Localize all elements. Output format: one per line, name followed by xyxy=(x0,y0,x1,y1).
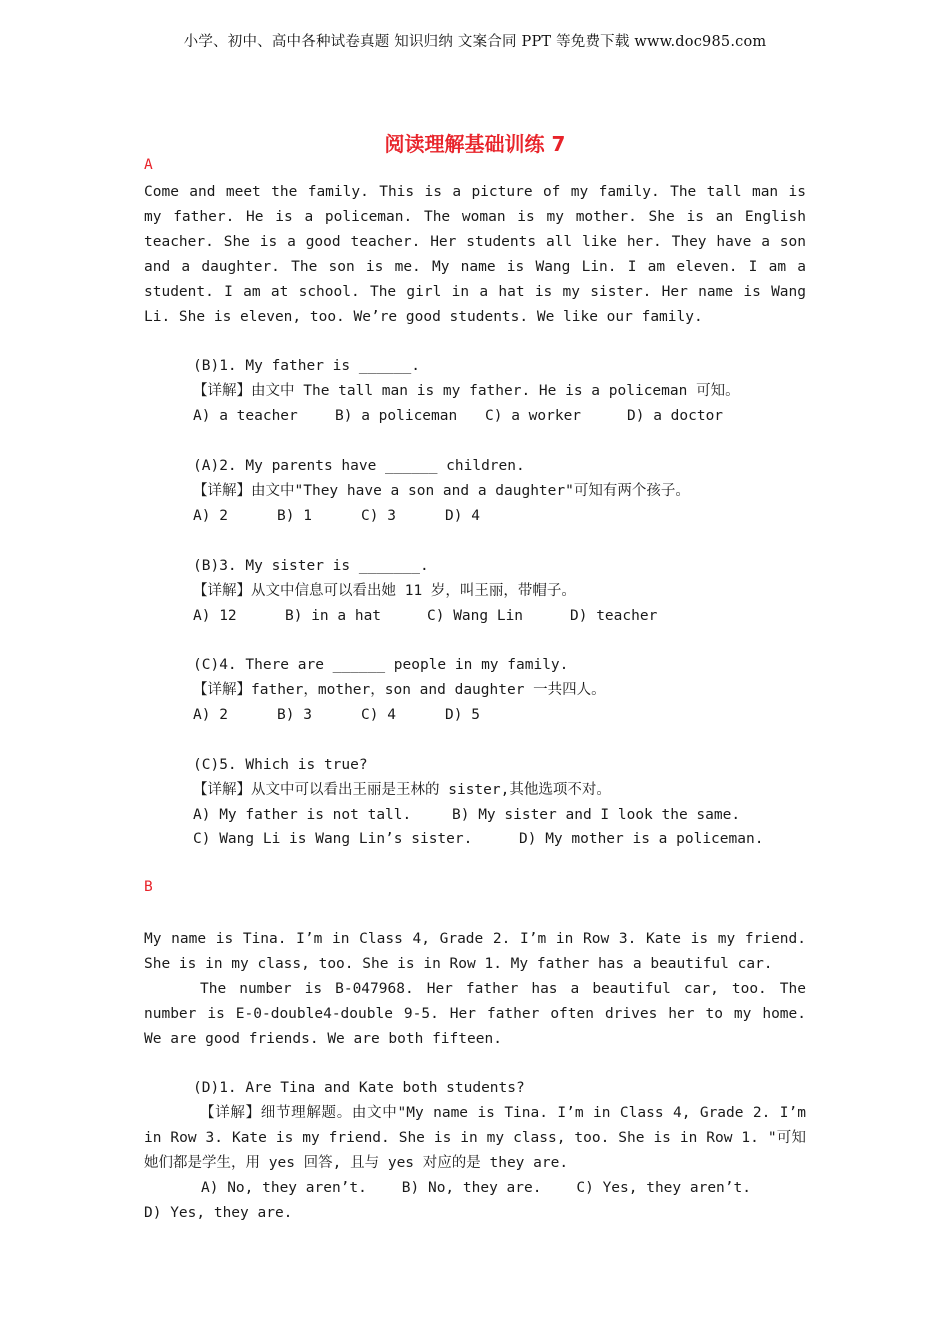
option-a3-c: C) Wang Lin xyxy=(427,608,524,624)
explanation-b1: 【详解】细节理解题。由文中"My name is Tina. I’m in Class 4, Grade 2. I’m in Row 3. Kate is my friend. She is in my class, too. She is in Row 1. "可知她们都是学生，用 yes 回答, 且与 yes 对应的是 they are. xyxy=(144,1105,806,1171)
options-b1-row2: D) Yes, they are. xyxy=(144,1205,293,1221)
explanation-a1: 【详解】由文中 The tall man is my father. He is a policeman 可知。 xyxy=(193,383,740,399)
option-a2-d: D) 4 xyxy=(445,508,480,524)
section-a-label: A xyxy=(144,157,153,173)
question-b1: (D)1. Are Tina and Kate both students? xyxy=(193,1080,525,1096)
option-a2-b: B) 1 xyxy=(277,508,312,524)
option-a2-a: A) 2 xyxy=(193,508,228,524)
option-a3-b: B) in a hat xyxy=(285,608,382,624)
option-a4-a: A) 2 xyxy=(193,707,228,723)
section-b-label: B xyxy=(144,879,153,895)
option-a5-b: B) My sister and I look the same. xyxy=(452,807,741,823)
options-a5-row1 xyxy=(193,803,740,828)
option-a1-d: D) a doctor xyxy=(627,408,724,424)
explanation-a2: 【详解】由文中"They have a son and a daughter"可知有两个孩子。 xyxy=(193,483,690,499)
section-a-passage: Come and meet the family. This is a picture of my family. The tall man is my father. He is a policeman. The woman is my mother. She is an English teacher. She is a good teacher. Her students all like her. They have a son and a daughter. The son is me. My name is Wang Lin. I am eleven. I am a student. I am at school. The girl in a hat is my sister. Her name is Wang Li. She is eleven, too. We’re good students. We like our family. xyxy=(144,184,806,325)
option-a1-b: B) a policeman xyxy=(335,408,458,424)
options-a4 xyxy=(193,703,480,728)
option-a4-d: D) 5 xyxy=(445,707,480,723)
option-a4-b: B) 3 xyxy=(277,707,312,723)
option-a3-a: A) 12 xyxy=(193,608,237,624)
option-a1-a: A) a teacher xyxy=(193,408,298,424)
explanation-a3: 【详解】从文中信息可以看出她 11 岁，叫王丽，带帽子。 xyxy=(193,583,576,599)
question-a1: (B)1. My father is ______. xyxy=(193,358,420,374)
explanation-a4: 【详解】father，mother，son and daughter 一共四人。 xyxy=(193,682,606,698)
option-a5-a: A) My father is not tall. xyxy=(193,807,412,823)
option-a3-d: D) teacher xyxy=(570,608,658,624)
option-a5-c: C) Wang Li is Wang Lin’s sister. xyxy=(193,831,473,847)
section-b-passage-1: My name is Tina. I’m in Class 4, Grade 2. I’m in Row 3. Kate is my friend. She is in my class, too. She is in Row 1. My father has a beautiful car. xyxy=(144,931,806,972)
explanation-a5: 【详解】从文中可以看出王丽是王林的 sister,其他选项不对。 xyxy=(193,782,611,798)
question-a4: (C)4. There are ______ people in my family. xyxy=(193,657,569,673)
section-b-passage-2: The number is B-047968. Her father has a beautiful car, too. The number is E-0-double4-double 9-5. Her father often drives her to my home. We are good friends. We are both fifteen. xyxy=(144,981,806,1047)
options-a2 xyxy=(193,504,480,529)
question-a5: (C)5. Which is true? xyxy=(193,757,368,773)
option-a1-c: C) a worker xyxy=(485,408,582,424)
option-a5-d: D) My mother is a policeman. xyxy=(519,831,764,847)
options-b1-row1: A) No, they aren’t. B) No, they are. C) Yes, they aren’t. xyxy=(201,1180,751,1196)
options-a1 xyxy=(193,404,723,429)
question-a2: (A)2. My parents have ______ children. xyxy=(193,458,525,474)
option-a2-c: C) 3 xyxy=(361,508,396,524)
option-a4-c: C) 4 xyxy=(361,707,396,723)
question-a3: (B)3. My sister is _______. xyxy=(193,558,429,574)
page-title: 阅读理解基础训练 7 xyxy=(384,132,566,156)
page-header: 小学、初中、高中各种试卷真题 知识归纳 文案合同 PPT 等免费下载 www.doc985.com xyxy=(183,34,767,50)
options-a5-row2 xyxy=(193,827,763,852)
options-a3 xyxy=(193,604,657,629)
